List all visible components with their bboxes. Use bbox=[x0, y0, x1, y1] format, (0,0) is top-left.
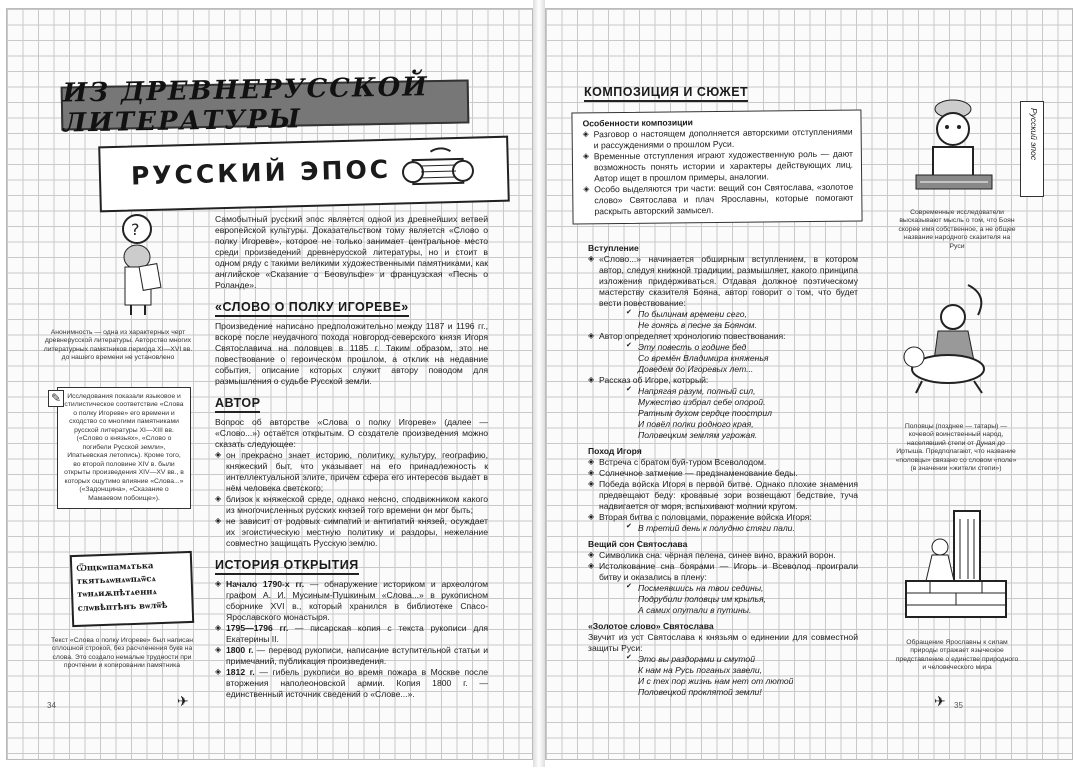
list-item: ◈ Временные отступления играют художественную роль — дают возможность понять истории и характеры действующих лиц. Автор ищет в прошлом примеры, аналогии. bbox=[583, 149, 853, 185]
poem-line: ✔ В третий день к полудню стяги пали. bbox=[638, 523, 795, 533]
history-date: 1795—1796 гг. bbox=[226, 623, 289, 633]
author-points bbox=[215, 450, 488, 549]
poem-3 bbox=[588, 386, 858, 441]
poem-line: ✔ Эту повесть о године бед bbox=[638, 342, 747, 352]
poem-line: ✔ Это вы раздорами и смутой bbox=[638, 654, 755, 664]
author-section bbox=[215, 394, 488, 549]
poem-line: И повёл полки родного края, bbox=[638, 419, 754, 429]
intro-list-3 bbox=[588, 375, 858, 386]
yaroslavna-note: Обращение Ярославны к силам природы отражает языческое представление о единстве природного и человеческого мира bbox=[895, 639, 1019, 672]
poem-line: Подрубили половцы им крылья, bbox=[638, 594, 766, 604]
slovo-paragraph: Произведение написано предположительно между 1187 и 1196 гг., вскоре после неудачного похода новгород-северского князя Игоря Святославича на половцев в 1185 г. Таким образом, это не повествование о героическом прошлом, а отклик на недавние события, описание которых служит автору поводом для размышления о судьбе Русской земли. bbox=[215, 321, 488, 386]
list-item: ◈ близок к княжеской среде, однако неясно, сподвижником какого из многочисленных русских князей того времени он мог быть; bbox=[215, 494, 488, 516]
manuscript-line: Ѿщкѡпамѧтька bbox=[76, 561, 154, 574]
history-text: — перевод рукописи, написание вступительной статьи и примечаний, публикация произведения. bbox=[226, 645, 488, 666]
paper-plane-icon: ✈ bbox=[177, 693, 189, 709]
list-item: ◈ «Слово...» начинается обширным вступлением, в котором автор, следуя книжной традиции, размышляет, какого принципа изложения придерживаться. Отдавая должное поэтическому мастерству сказителя Бояна, автор говорит о том, что будет вести повествование: bbox=[588, 254, 858, 309]
history-text: — писарская копия с текста рукописи для Екатерины II. bbox=[226, 623, 488, 644]
banner-text: ИЗ ДРЕВНЕРУССКОЙ ЛИТЕРАТУРЫ bbox=[62, 72, 430, 139]
poem-line: А самих опутали в путины. bbox=[638, 605, 752, 615]
section-banner bbox=[61, 72, 470, 139]
slovo-heading: «СЛОВО О ПОЛКУ ИГОРЕВЕ» bbox=[215, 300, 409, 317]
poem-line: Половецкой проклятой земли! bbox=[638, 687, 762, 697]
list-item: ◈ он прекрасно знает историю, политику, культуру, географию, княжеский быт, что указывает на его принадлежность к интеллектуальной элите, причём сфера его интересов выдаёт в нём человека светского; bbox=[215, 450, 488, 494]
composition-heading: КОМПОЗИЦИЯ И СЮЖЕТ bbox=[584, 85, 748, 102]
page-number: 34 bbox=[47, 701, 56, 710]
history-date: 1800 г. bbox=[226, 645, 254, 655]
golden-paragraph: Звучит из уст Святослава к князьям о единении для совместной защиты Руси: bbox=[588, 632, 858, 653]
chapter-side-tab bbox=[1020, 101, 1044, 197]
features-title: Особенности композиции bbox=[582, 117, 693, 129]
manuscript-line: слѡвѣптѣнъ вѡлѿѣ bbox=[77, 600, 168, 614]
dream-title: Вещий сон Святослава bbox=[588, 539, 688, 549]
research-note-text: Исследования показали языковое и стилистическое соответствие «Слова о полку Игореве» его времени и сходство со многими памятниками русской литературы XI—XIII вв. («Слово о князьях», «Слово о погибели Русской земли», Ипатьевская летопись). Кроме того, во второй половине XIV в. были открыты произведения XIV—XV вв., в которых ощутимо влияние «Слова...» («Задонщина», «Сказание о Мамаевом побоище»). bbox=[64, 393, 184, 502]
poem-line: К нам на Русь поганых завели, bbox=[638, 665, 763, 675]
book-icon: ✎ bbox=[48, 390, 64, 407]
history-points bbox=[215, 579, 488, 700]
page-number: 35 bbox=[954, 701, 963, 710]
intro-list-2 bbox=[588, 331, 858, 342]
title-flag bbox=[98, 136, 510, 213]
list-item: ◈ Символика сна: чёрная пелена, синее вино, вражий ворон. bbox=[588, 550, 858, 561]
composition-section-header bbox=[584, 83, 748, 102]
history-heading: ИСТОРИЯ ОТКРЫТИЯ bbox=[215, 558, 359, 575]
history-text: — гибель рукописи во время пожара в Москве после вторжения наполеоновской армии. Копия 1800 г. — единственный источник сведений о «Слове...». bbox=[226, 667, 488, 699]
history-text: — обнаружение историком и археологом графом А. И. Мусиным-Пушкиным «Слова...» в рукописном сборнике XVI в., который хранился в библиотеке Спасо-Ярославского монастыря. bbox=[226, 579, 489, 622]
history-section bbox=[215, 556, 488, 700]
yaroslavna-wall-illustration bbox=[904, 509, 1014, 621]
campaign-title: Поход Игоря bbox=[588, 446, 642, 456]
author-heading: АВТОР bbox=[215, 396, 260, 413]
anonymity-note: Анонимность — одна из характерных черт древнерусской литературы. Авторство многих литературных памятников периода XI—XVI вв. до нашего времени не установлено bbox=[43, 329, 193, 362]
research-note bbox=[51, 387, 191, 509]
list-item: ◈ Вторая битва с половцами, поражение войска Игоря: bbox=[588, 512, 858, 523]
right-page bbox=[545, 8, 1073, 760]
paper-plane-icon: ✈ bbox=[934, 693, 946, 709]
book-spine bbox=[533, 0, 545, 767]
boyan-illustration bbox=[908, 97, 998, 205]
list-item: ◈ не зависит от родовых симпатий и антипатий князей, осуждает их эгоистическую местную политику и раздоры, нежелание совместно защищать Русскую землю. bbox=[215, 516, 488, 549]
poem-line: Доведем до Игоревых лет... bbox=[638, 364, 754, 374]
left-main-column bbox=[215, 214, 488, 700]
poem-line: Не гонясь в песне за Бояном. bbox=[638, 320, 757, 330]
list-item: ◈ Автор определяет хронологию повествования: bbox=[588, 331, 858, 342]
manuscript-lines bbox=[76, 559, 188, 615]
polovtsy-note: Половцы (позднее — татары) — кочевой воинственный народ, населявший степи от Дуная до Иртыша. Предполагают, что название «половцы» связано со словом «поле» (в значении «жители степи») bbox=[895, 423, 1017, 473]
author-paragraph: Вопрос об авторстве «Слова о полку Игореве» (далее — «Слово...») остаётся открытым. О создателе произведения можно сказать следующее: bbox=[215, 417, 488, 449]
intro-list bbox=[588, 254, 858, 309]
poem-line: Половецким землям угрожая. bbox=[638, 430, 758, 440]
list-item: ◈ Разговор о настоящем дополняется авторскими отступлениями и рассуждениями о прошлом Руси. bbox=[583, 127, 853, 152]
thinking-girl-illustration bbox=[95, 207, 180, 317]
right-main-column bbox=[588, 243, 858, 698]
boyan-note: Современные исследователи высказывают мысль о том, что Боян скорее имя собственное, а не общее название народного сказителя на Руси bbox=[898, 209, 1016, 250]
slovo-section bbox=[215, 298, 488, 387]
side-tab-label: Русский эпос bbox=[1029, 108, 1039, 161]
manuscript-image bbox=[70, 551, 194, 627]
list-item: ◈ Особо выделяются три части: вещий сон Святослава, «золотое слово» Святослава и плач Ярославны, которые помогают раскрыть авторский замысел. bbox=[583, 182, 853, 218]
manuscript-line: тѡнѧиѫпѣтѧеннѧ bbox=[77, 587, 158, 601]
list-item: ◈ Победа войска Игоря в первой битве. Однако плохие знамения предвещают беду: кровавые зори возвещают бедствие, туча надвигается от моря, вспыхивают молнии кругом. bbox=[588, 479, 858, 512]
poem-line: И с тех пор жизнь нам нет от лютой bbox=[638, 676, 794, 686]
history-date: Начало 1790-х гг. bbox=[226, 579, 305, 589]
poem-5 bbox=[588, 583, 858, 616]
history-date: 1812 г. bbox=[226, 667, 255, 677]
list-item: ◈ Рассказ об Игоре, который: bbox=[588, 375, 858, 386]
poem-line: Мужество избрал себе опорой. bbox=[638, 397, 766, 407]
list-item: ◈ Встреча с братом буй-туром Всеволодом. bbox=[588, 457, 858, 468]
poem-2 bbox=[588, 342, 858, 375]
intro-title: Вступление bbox=[588, 243, 639, 253]
poem-line: ✔ Посмеявшись на твои седины, bbox=[638, 583, 764, 593]
dream-list bbox=[588, 550, 858, 583]
left-page bbox=[6, 8, 533, 760]
polovtsy-rider-illustration bbox=[898, 277, 1008, 397]
poem-line: Со времён Владимира княженья bbox=[638, 353, 769, 363]
list-item: ◈ Солнечное затмение — предзнаменование беды. bbox=[588, 468, 858, 479]
list-item: ◈ Истолкование сна боярами — Игорь и Всеволод проиграли битву и оказались в плену: bbox=[588, 561, 858, 583]
list-item bbox=[215, 667, 488, 700]
poem-1 bbox=[588, 309, 858, 331]
list-item bbox=[215, 645, 488, 667]
scroll-icon bbox=[400, 146, 481, 194]
golden-title: «Золотое слово» Святослава bbox=[588, 621, 714, 631]
composition-features-box bbox=[571, 109, 862, 224]
manuscript-line: ткятьѧѡнѧѡпѧѿсѧ bbox=[76, 574, 156, 588]
manuscript-note: Текст «Слова о полку Игореве» был написан сплошной строкой, без расчленения букв на слова. Это создало немалые трудности при прочтении и копировании памятника bbox=[50, 637, 194, 670]
poem-6 bbox=[588, 654, 858, 698]
svg-text:?: ? bbox=[131, 220, 140, 239]
poem-line: ✔ Напрягая разум, полный сил, bbox=[638, 386, 756, 396]
list-item bbox=[215, 579, 488, 623]
poem-line: ✔ По былинам времени сего, bbox=[638, 309, 747, 319]
intro-paragraph: Самобытный русский эпос является одной из древнейших ветвей европейской культуры. Доказательством тому является «Слово о полку Игореве», которое не только занимает центральное место среди произведений древнерусской литературы, но и стоит в одном ряду с такими великими художественными памятниками, как английское «Сказание о Беовульфе» и французская «Песнь о Роланде». bbox=[215, 214, 488, 290]
features-list bbox=[583, 127, 854, 218]
page-title: РУССКИЙ ЭПОС bbox=[130, 154, 392, 191]
list-item bbox=[215, 623, 488, 645]
poem-line: Ратным духом сердце поострил bbox=[638, 408, 772, 418]
poem-4 bbox=[588, 523, 858, 534]
campaign-list bbox=[588, 457, 858, 523]
